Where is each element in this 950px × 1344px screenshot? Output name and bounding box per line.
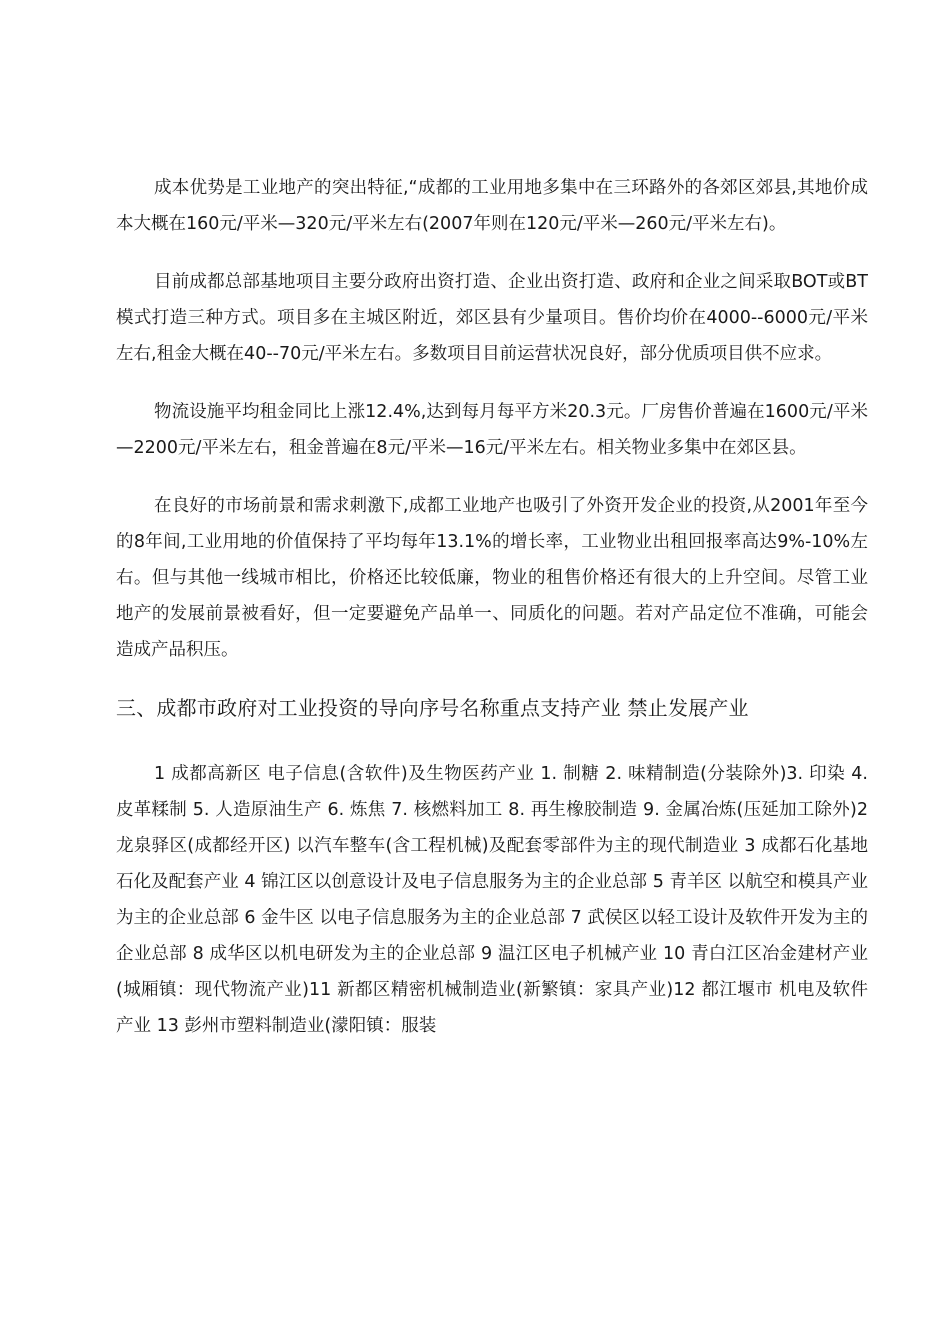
paragraph-industry-guidance: 1 成都高新区 电子信息(含软件)及生物医药产业 1. 制糖 2. 味精制造(分装除外)3. 印染 4. 皮革糅制 5. 人造原油生产 6. 炼焦 7. 核燃料加工 8. 再生橡胶制造 9. 金属冶炼(压延加工除外)2 龙泉驿区(成都经开区) 以汽车整车(含工程机械)及配套零部件为主的现代制造业 3 成都石化基地 石化及配套产业 4 锦江区以创意设计及电子信息服务为主的企业总部 5 青羊区 以航空和模具产业为主的企业总部 6 金牛区 以电子信息服务为主的企业总部 7 武侯区以轻工设计及软件开发为主的企业总部 8 成华区以机电研发为主的企业总部 9 温江区电子机械产业 10 青白江区冶金建材产业(城厢镇：现代物流产业)11 新都区精密机械制造业(新繁镇：家具产业)12 都江堰市 机电及软件产业 13 彭州市塑料制造业(濛阳镇：服装 (116, 764, 868, 1036)
paragraph-logistics-rent: 物流设施平均租金同比上涨12.4%,达到每月每平方米20.3元。厂房售价普遍在1600元/平米—2200元/平米左右，租金普遍在8元/平米—16元/平米左右。相关物业多集中在郊区县。 (116, 402, 868, 458)
paragraph-headquarters-base: 目前成都总部基地项目主要分政府出资打造、企业出资打造、政府和企业之间采取BOT或BT模式打造三种方式。项目多在主城区附近，郊区县有少量项目。售价均价在4000--6000元/平米左右,租金大概在40--70元/平米左右。多数项目目前运营状况良好，部分优质项目供不应求。 (116, 272, 868, 364)
paragraph-foreign-investment: 在良好的市场前景和需求刺激下,成都工业地产也吸引了外资开发企业的投资,从2001年至今的8年间,工业用地的价值保持了平均每年13.1%的增长率，工业物业出租回报率高达9%-10%左右。但与其他一线城市相比，价格还比较低廉，物业的租售价格还有很大的上升空间。尽管工业地产的发展前景被看好，但一定要避免产品单一、同质化的问题。若对产品定位不准确，可能会造成产品积压。 (116, 496, 868, 660)
section-heading: 三、成都市政府对工业投资的导向序号名称重点支持产业 禁止发展产业 (116, 696, 749, 720)
document-page (116, 170, 868, 1066)
paragraph-cost-advantage: 成本优势是工业地产的突出特征,“成都的工业用地多集中在三环路外的各郊区郊县,其地价成本大概在160元/平米—320元/平米左右(2007年则在120元/平米—260元/平米左右)。 (116, 178, 868, 234)
